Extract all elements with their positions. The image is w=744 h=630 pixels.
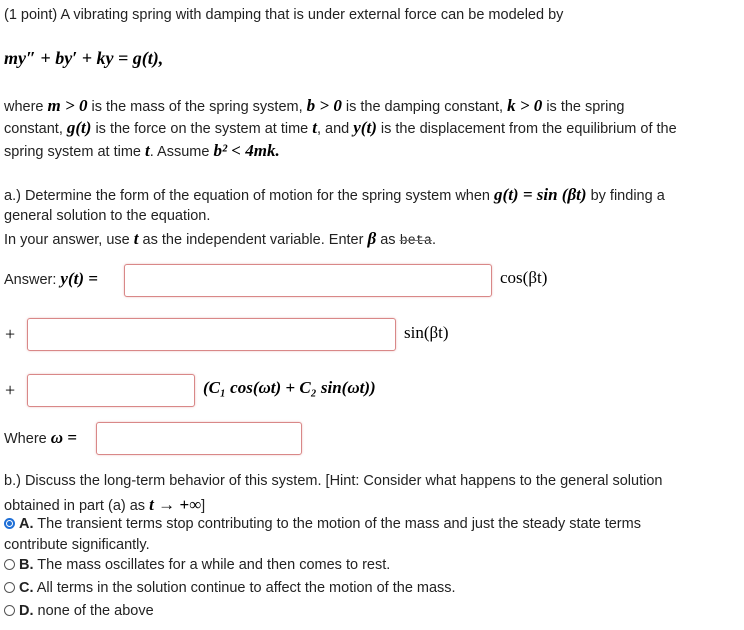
intro-text: A vibrating spring with damping that is under external force can be modeled by	[60, 7, 564, 23]
text-fragment: obtained in part (a) as	[4, 498, 146, 514]
text-fragment: In your answer, use	[4, 232, 130, 248]
answer-label: Answer:	[4, 272, 57, 288]
plus-sign: +	[5, 324, 16, 344]
option-letter: C.	[19, 580, 34, 596]
option-text: The mass oscillates for a while and then comes to rest.	[37, 557, 391, 573]
text-fragment: constant,	[4, 121, 63, 137]
math-t: t	[312, 118, 317, 137]
term-cos-beta-t: cos(βt)	[500, 268, 548, 287]
code-beta: beta	[399, 234, 432, 249]
text-fragment: is the damping constant,	[345, 99, 504, 115]
math-beta: β	[367, 229, 377, 248]
term-transient: (C₁ cos(ωt) + C₂ sin(ωt))	[203, 378, 376, 397]
option-c[interactable]	[4, 580, 456, 596]
radio-option-d[interactable]	[4, 605, 15, 616]
text-fragment: .	[431, 232, 437, 248]
part-a-hint	[4, 229, 436, 249]
text-fragment: where	[4, 99, 44, 115]
option-letter: B.	[19, 557, 34, 573]
option-letter: D.	[19, 603, 34, 619]
text-fragment: is the displacement from the equilibrium of the	[380, 121, 677, 137]
plus-sign: +	[5, 380, 16, 400]
text-fragment: spring system at time	[4, 144, 141, 160]
text-fragment: by finding a	[590, 188, 665, 204]
part-a-prompt-line-1	[4, 185, 665, 205]
where-line-1	[4, 96, 625, 116]
where-line-3	[4, 141, 280, 161]
math-omega-equals: ω =	[50, 428, 77, 447]
text-fragment: , and	[316, 121, 350, 137]
math-limit: t → +∞	[149, 495, 202, 514]
text-fragment: a.) Determine the form of the equation of motion for the spring system when	[4, 188, 490, 204]
radio-option-a[interactable]	[4, 518, 15, 529]
math-b-condition: b > 0	[306, 96, 342, 115]
text-fragment: as	[380, 232, 396, 248]
option-text: The transient terms stop contributing to the motion of the mass and just the steady state terms	[37, 516, 641, 532]
math-g-of-t: g(t)	[66, 118, 92, 137]
option-d[interactable]	[4, 603, 154, 619]
omega-label-row	[4, 428, 77, 448]
option-a[interactable]	[4, 516, 641, 532]
answer-coefficient-sin-input[interactable]	[27, 318, 396, 351]
math-forcing-function: g(t) = sin (βt)	[494, 185, 587, 204]
part-b-prompt-line-2	[4, 495, 205, 515]
part-a-prompt-line-2: general solution to the equation.	[4, 208, 211, 224]
radio-option-b[interactable]	[4, 559, 15, 570]
math-y-of-t: y(t)	[353, 118, 377, 137]
option-letter: A.	[19, 516, 34, 532]
term-sin-beta-t: sin(βt)	[404, 323, 449, 342]
math-k-condition: k > 0	[507, 96, 543, 115]
radio-option-c[interactable]	[4, 582, 15, 593]
text-fragment: is the force on the system at time	[95, 121, 309, 137]
answer-label-row	[4, 269, 98, 289]
math-m-condition: m > 0	[47, 96, 88, 115]
math-t: t	[133, 229, 139, 248]
model-equation: my″ + by′ + ky = g(t),	[4, 48, 164, 68]
where-label: Where	[4, 431, 47, 447]
math-y-equals: y(t) =	[60, 269, 98, 288]
text-fragment: . Assume	[149, 144, 210, 160]
option-a-continued: contribute significantly.	[4, 537, 150, 553]
math-assumption: b² < 4mk.	[213, 141, 280, 160]
part-b-prompt-line-1: b.) Discuss the long-term behavior of this system. [Hint: Consider what happens to the general solution	[4, 473, 663, 489]
points-label: (1 point)	[4, 7, 58, 23]
math-t: t	[145, 141, 150, 160]
text-fragment: as the independent variable. Enter	[142, 232, 364, 248]
option-text: All terms in the solution continue to affect the motion of the mass.	[36, 580, 456, 596]
omega-input[interactable]	[96, 422, 302, 455]
option-b[interactable]	[4, 557, 390, 573]
intro-line	[4, 7, 563, 23]
answer-transient-coefficient-input[interactable]	[27, 374, 195, 407]
text-fragment: ]	[201, 498, 206, 514]
answer-coefficient-cos-input[interactable]	[124, 264, 492, 297]
text-fragment: is the spring	[546, 99, 625, 115]
option-text: none of the above	[37, 603, 154, 619]
text-fragment: is the mass of the spring system,	[91, 99, 303, 115]
where-line-2	[4, 118, 677, 138]
